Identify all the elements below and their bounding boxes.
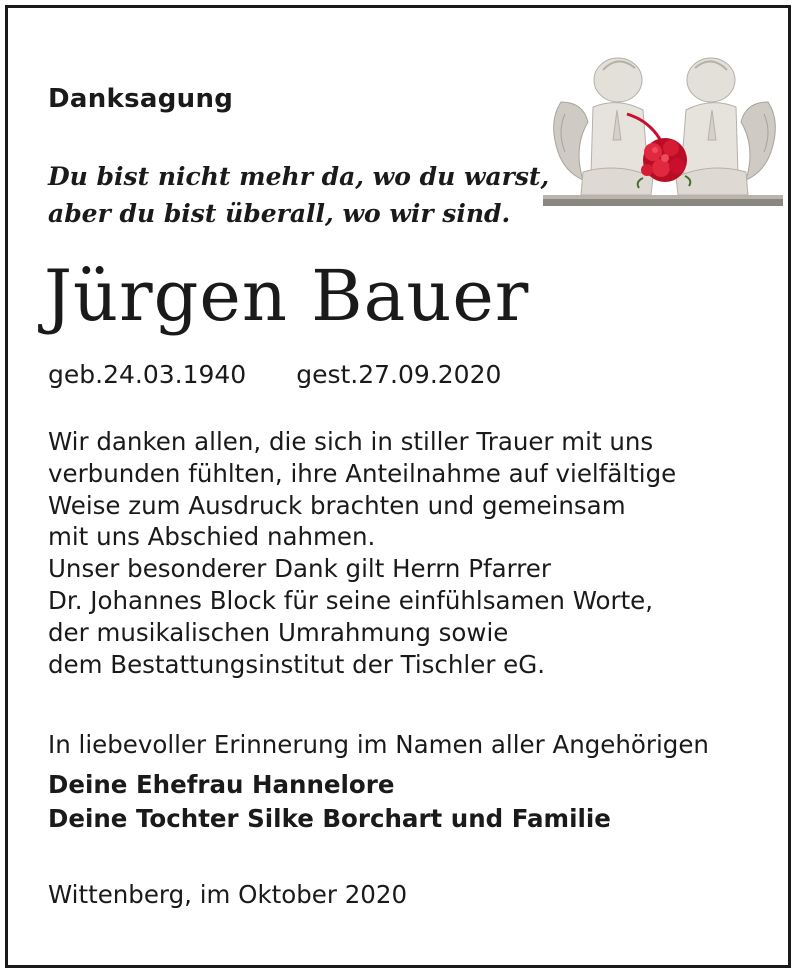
paragraph-line: Wir danken allen, die sich in stiller Trauer mit uns — [48, 427, 654, 456]
signer-line: Deine Ehefrau Hannelore — [48, 770, 395, 799]
memorial-quote — [48, 158, 549, 232]
paragraph-line: verbunden fühlten, ihre Anteilnahme auf vielfältige — [48, 458, 677, 488]
thanks-paragraph — [48, 426, 676, 680]
signers — [48, 768, 611, 836]
paragraph-line: dem Bestattungsinstitut der Tischler eG. — [48, 649, 546, 679]
deceased-name: Jürgen Bauer — [44, 255, 530, 337]
quote-line: Du bist nicht mehr da, wo du warst, — [48, 162, 550, 191]
paragraph-line: Unser besonderer Dank gilt Herrn Pfarrer — [48, 554, 551, 584]
birth-date: geb.24.03.1940 — [48, 360, 247, 389]
paragraph-line: Dr. Johannes Block für seine einfühlsamen Worte, — [48, 585, 654, 615]
remembrance-line: In liebevoller Erinnerung im Namen aller Angehörigen — [48, 730, 709, 759]
obituary-notice — [5, 5, 791, 968]
paragraph-line: der musikalischen Umrahmung sowie — [48, 617, 509, 647]
paragraph-line: Weise zum Ausdruck brachten und gemeinsam — [48, 490, 626, 520]
signer-line: Deine Tochter Silke Borchart und Familie — [48, 804, 611, 833]
place-and-date: Wittenberg, im Oktober 2020 — [48, 880, 408, 909]
angel-figurines-icon — [543, 52, 785, 210]
quote-line: aber du bist überall, wo wir sind. — [48, 199, 511, 228]
notice-heading: Danksagung — [48, 84, 234, 114]
paragraph-line: mit uns Abschied nahmen. — [48, 522, 376, 552]
death-date: gest.27.09.2020 — [296, 360, 502, 389]
life-dates — [48, 360, 501, 389]
